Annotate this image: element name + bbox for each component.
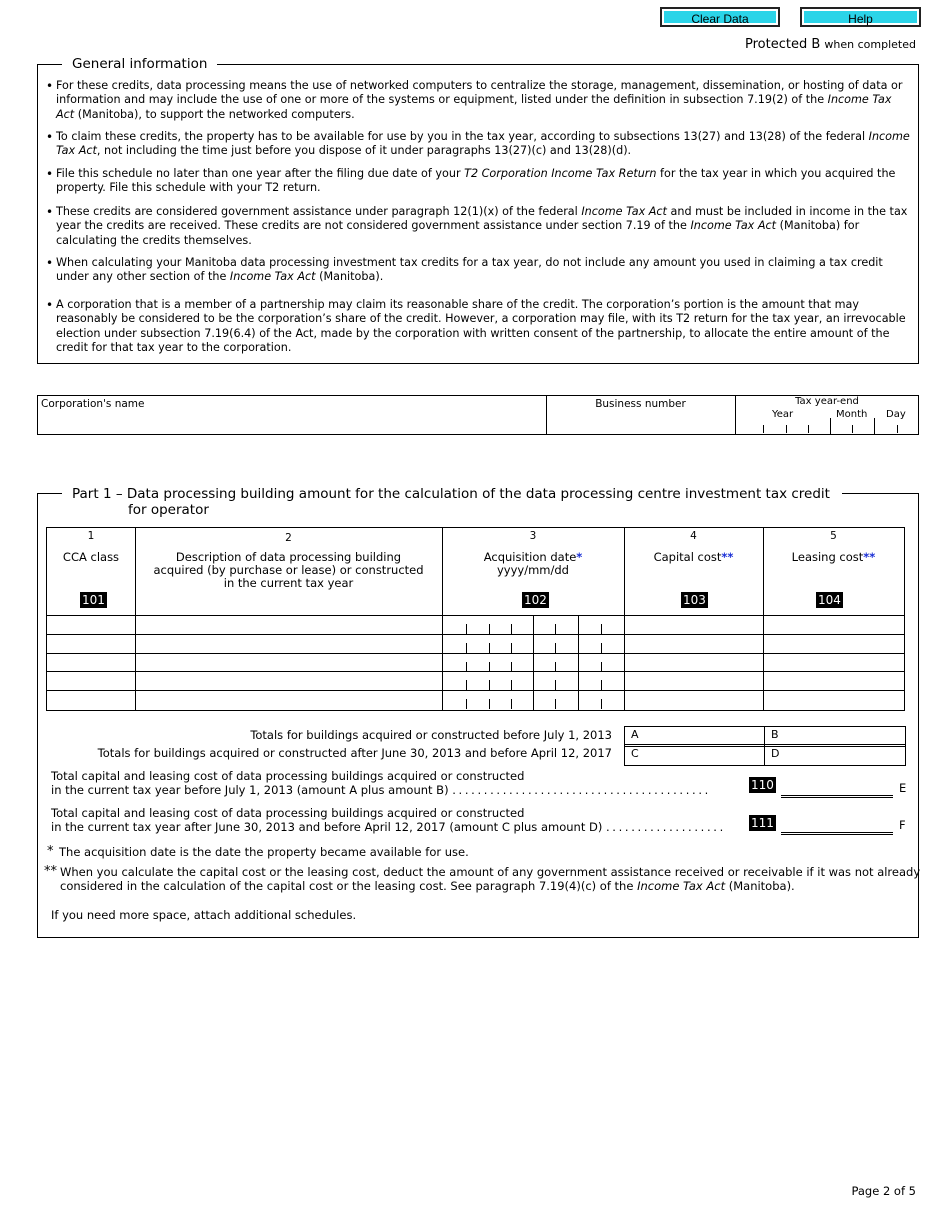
tick [852, 425, 853, 433]
table-cell[interactable] [625, 616, 763, 634]
note1-marker: * [47, 844, 54, 859]
col3-marker: * [576, 550, 583, 564]
table-cell[interactable] [47, 691, 135, 709]
general-information-title: General information [62, 56, 217, 72]
date-tick [466, 643, 467, 653]
tax-year-end-label: Tax year-end [795, 396, 859, 407]
date-tick [489, 662, 490, 672]
corporation-name-field[interactable] [38, 396, 547, 434]
total-d-field[interactable] [765, 747, 905, 764]
total-d-letter: D [771, 747, 780, 760]
note2-line2b: (Manitoba). [725, 879, 795, 893]
col3-number: 3 [529, 530, 537, 542]
line110-text1: Total capital and leasing cost of data processing buildings acquired or constructed [51, 769, 525, 783]
table-cell[interactable] [443, 691, 624, 709]
date-tick [511, 624, 512, 634]
date-tick [511, 680, 512, 690]
year-label: Year [772, 409, 794, 420]
col3-header [442, 551, 624, 577]
table-cell[interactable] [47, 654, 135, 672]
table-cell[interactable] [136, 635, 442, 653]
total-a-letter: A [631, 728, 639, 741]
table-cell[interactable] [443, 616, 624, 634]
identification-box [37, 395, 919, 435]
date-tick [489, 643, 490, 653]
bullet-5: • When calculating your Manitoba data processing investment tax credits for a tax year, do not include any amount you used in claiming a tax credit under any other section of the Income Tax Act (Manitoba). [46, 256, 883, 284]
date-tick [466, 624, 467, 634]
table-cell[interactable] [764, 654, 904, 672]
table-cell[interactable] [136, 672, 442, 690]
table-cell[interactable] [136, 691, 442, 709]
line110-code: 110 [751, 778, 774, 792]
col4-header [624, 551, 763, 564]
date-tick [511, 699, 512, 709]
col1-number: 1 [87, 530, 95, 542]
business-number-field[interactable] [546, 396, 736, 434]
bullet-3: • File this schedule no later than one year after the filing due date of your T2 Corporation Income Tax Return for the tax year in which you acquired the property. File this schedule with your T2 return. [46, 167, 896, 195]
part1-table [46, 527, 905, 711]
date-tick [601, 643, 602, 653]
col5-number: 5 [830, 530, 837, 542]
date-tick [489, 624, 490, 634]
tick [763, 425, 764, 433]
col4-label: Capital cost [653, 550, 722, 564]
line110-dots: . . . . . . . . . . . . . . . . . . . . . . . . . . . . . . . . . . . . . . . . . [452, 783, 708, 797]
line111-letter: F [899, 818, 906, 832]
bullet-1: • For these credits, data processing means the use of networked computers to centralize the storage, management, dissemination, or hosting of data or information and may include the use of one or more of the systems or equipment, listed under the definition in subsection 7.19(2) of the Income Tax Act (Manitoba), to support the networked computers. [46, 79, 903, 121]
line110-letter: E [899, 781, 907, 795]
line111-text2-label: in the current tax year after June 30, 2013 and before April 12, 2017 (amount C plus amount D) [51, 820, 603, 834]
table-cell[interactable] [443, 672, 624, 690]
tick [830, 418, 831, 434]
note2-marker: ** [44, 864, 57, 879]
col5-label: Leasing cost [791, 550, 864, 564]
table-cell[interactable] [625, 654, 763, 672]
date-tick [601, 662, 602, 672]
note2-line2a: considered in the calculation of the capital cost or the leasing cost. See paragraph 7.19(4)(c) of the [60, 879, 638, 893]
col2-header: Description of data processing building acquired (by purchase or lease) or constructed in the current tax year [153, 550, 424, 590]
date-tick [511, 643, 512, 653]
date-tick [511, 662, 512, 672]
col2-number: 2 [285, 532, 292, 544]
help-button[interactable]: Help [800, 7, 921, 27]
tick [786, 425, 787, 433]
col5-marker: ** [863, 550, 876, 564]
corporation-name-label: Corporation's name [41, 398, 145, 410]
protected-b: Protected B [745, 37, 821, 52]
protected-label [745, 37, 916, 52]
page-number: Page 2 of 5 [851, 1184, 916, 1198]
table-cell[interactable] [764, 672, 904, 690]
date-tick [555, 624, 556, 634]
line110-text2-label: in the current tax year before July 1, 2013 (amount A plus amount B) [51, 783, 449, 797]
table-cell[interactable] [625, 672, 763, 690]
table-cell[interactable] [625, 635, 763, 653]
date-tick [466, 699, 467, 709]
tick [808, 425, 809, 433]
more-space-note: If you need more space, attach additional schedules. [51, 908, 357, 922]
bullet-4: • These credits are considered government assistance under paragraph 12(1)(x) of the federal Income Tax Act and must be included in income in the tax year the credits are received. These credits are not considered government assistance under section 7.19 of the Income Tax Act (Manitoba) for calculating the credits themselves. [46, 205, 908, 247]
total-c-field[interactable] [625, 747, 764, 764]
table-cell[interactable] [136, 654, 442, 672]
date-tick [601, 699, 602, 709]
table-cell[interactable] [47, 635, 135, 653]
total-c-letter: C [631, 747, 639, 760]
note2-line2 [60, 879, 795, 893]
table-cell[interactable] [764, 616, 904, 634]
table-cell[interactable] [47, 672, 135, 690]
note2-italic: Income Tax Act [637, 879, 726, 893]
col4-number: 4 [690, 530, 697, 542]
table-cell[interactable] [764, 635, 904, 653]
date-tick [489, 680, 490, 690]
line110-text2 [51, 783, 708, 797]
totals-box [624, 726, 906, 766]
date-tick [555, 643, 556, 653]
part1-title [62, 486, 842, 518]
date-tick [555, 662, 556, 672]
date-tick [466, 680, 467, 690]
totals-label-2: Totals for buildings acquired or constructed after June 30, 2013 and before April 12, 2017 [97, 746, 612, 760]
date-tick [489, 699, 490, 709]
table-cell[interactable] [47, 616, 135, 634]
bullet-6-text: A corporation that is a member of a partnership may claim its reasonable share of the credit. The corporation’s portion is the amount that may reasonably be considered to be the corporation’s share of the credit. However, a corporation may file, with its T2 return for the tax year, an irrevocable election under subsection 7.19(6.4) of the Act, made by the corporation with written consent of the partnership, to allocate the entire amount of the credit for that tax year to the corporation. [56, 298, 906, 355]
line111-text1: Total capital and leasing cost of data processing buildings acquired or constructed [51, 806, 525, 820]
general-information-section [37, 56, 919, 364]
col5-code: 104 [818, 593, 841, 607]
col1-code: 101 [82, 593, 105, 607]
total-b-letter: B [771, 728, 779, 741]
col4-marker: ** [721, 550, 734, 564]
total-b-field[interactable] [765, 727, 905, 744]
totals-label-1: Totals for buildings acquired or constructed before July 1, 2013 [250, 728, 612, 742]
part1-title-line2: for operator [128, 502, 209, 518]
line111-code: 111 [751, 816, 774, 830]
date-tick [555, 680, 556, 690]
col4-code: 103 [683, 593, 706, 607]
tick [897, 425, 898, 433]
protected-suffix: when completed [824, 38, 916, 51]
note1: The acquisition date is the date the property became available for use. [59, 845, 469, 859]
date-tick [601, 680, 602, 690]
date-tick [555, 699, 556, 709]
clear-data-button[interactable]: Clear Data [660, 7, 780, 27]
col5-header [763, 551, 904, 564]
table-cell[interactable] [764, 691, 904, 709]
table-cell[interactable] [443, 635, 624, 653]
bullet-2: • To claim these credits, the property has to be available for use by you in the tax year, according to subsections 13(27) and 13(28) of the federal Income Tax Act, not including the time just before you dispose of it under paragraphs 13(27)(c) and 13(28)(d). [46, 130, 910, 158]
table-cell[interactable] [625, 691, 763, 709]
business-number-label: Business number [595, 398, 686, 410]
note2-line1: When you calculate the capital cost or the leasing cost, deduct the amount of any government assistance received or receivable if it was not already [60, 865, 921, 879]
col3-code: 102 [524, 593, 547, 607]
table-cell[interactable] [443, 654, 624, 672]
month-label: Month [836, 409, 868, 420]
date-tick [601, 624, 602, 634]
bullet-6: • A corporation that is a member of a partnership may claim its reasonable share of the credit. The corporation’s portion is the amount that may reasonably be considered to be the corporation’s share of the credit. However, a corporation may file, with its T2 return for the tax year, an irrevocable election under subsection 7.19(6.4) of the Act, made by the corporation with written consent of the partnership, to allocate the entire amount of the credit for that tax year to the corporation. [46, 298, 906, 355]
totals-divider [625, 744, 905, 745]
tick [874, 418, 875, 434]
table-cell[interactable] [136, 616, 442, 634]
part1-title-line1: Part 1 – Data processing building amount for the calculation of the data processing centre investment tax credit [72, 486, 830, 502]
col3-label: Acquisition date [483, 550, 577, 564]
tax-year-end-field[interactable] [736, 396, 918, 434]
col3-sub: yyyy/mm/dd [497, 563, 569, 577]
line111-input[interactable] [781, 817, 893, 835]
date-tick [466, 662, 467, 672]
line111-dots: . . . . . . . . . . . . . . . . . . . [605, 820, 723, 834]
day-label: Day [886, 409, 906, 420]
col1-header: CCA class [62, 550, 120, 564]
line111-text2 [51, 820, 723, 834]
total-a-field[interactable] [625, 727, 764, 744]
line110-input[interactable] [781, 780, 893, 798]
